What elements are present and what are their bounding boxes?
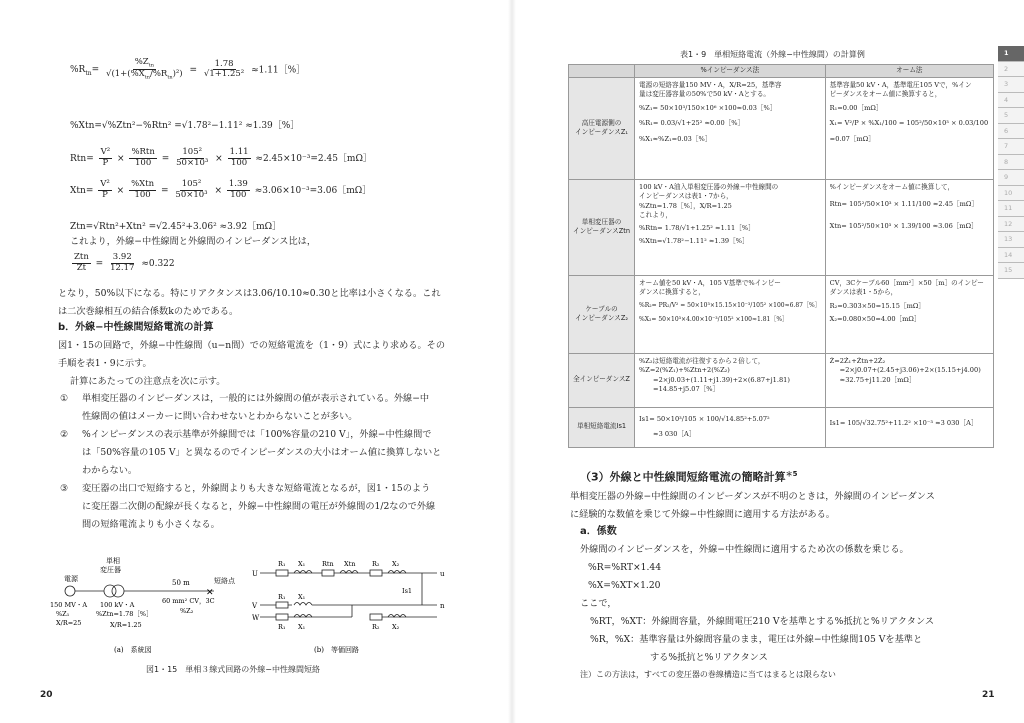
paragraph-procedure-l1: 図1・15の回路で，外線−中性線間（u−n間）での短絡電流を（1・9）式により求める。その [58, 340, 446, 351]
equation-rtn-ohm: Rtn= $\frac{\text{V²}}{P}$ × $\frac{\text{\%Rtn}}{100}$ = $\frac{\text{105²}}{\text{50×10³}}$ × $\frac{1.11}{100}$ ≈2.45×10⁻³=2.45［mΩ］ [70, 147, 372, 168]
label-r1-bottom: R₁ [278, 623, 286, 631]
resistor-rtn [322, 570, 334, 576]
figure-system-diagram [44, 555, 244, 665]
resistor-r1-bottom [276, 614, 288, 620]
terminal-V: V [252, 602, 258, 610]
cell-ztn-percent: 100 kV・A油入単相変圧器の外線−中性線間の インピーダンスは表1・7から， %Ztn=1.78［%］，X/R=1.25 これより， %Rtn= 1.78/√1+1.25² ≈1.11［%］ %Xtn=√1.78²−1.11² ≈1.39［%］ [635, 179, 826, 275]
row-label-z2: ケーブルの インピーダンスZ₂ [569, 275, 635, 353]
figure-caption: 図1・15 単相３線式回路の外線−中性線間短絡 [146, 665, 320, 674]
note-2-line-2: は「50%容量の105 V」と異なるのでインピーダンスの大小はオーム値に換算しないと [82, 447, 442, 458]
chapter-tab-2[interactable]: 2 [998, 62, 1024, 78]
equation-ratio: $\frac{\text{Ztn}}{Zt}$ = $\frac{3.92}{12.17}$ ≈0.322 [74, 252, 175, 273]
section-heading-3 [580, 470, 798, 484]
transformer-coil-2 [112, 585, 124, 597]
cell-z2-percent: オーム値を50 kV・A，105 V基準で%インピー ダンスに換算すると， %R₂= PR₂/V² = 50×10³×15.15×10⁻³/105² ×100≈6.87［%］ %X₂= 50×10³×4.00×10⁻³/105² ×100≈1.81［%］ [635, 275, 826, 353]
chapter-tab-10[interactable]: 10 [998, 186, 1024, 202]
note-3-number: ③ [60, 483, 69, 494]
cell-is1-ohm: Is1= 105/√32.75²+11.2² ×10⁻³ ≈3 030［A］ [825, 407, 993, 447]
equation-ztn: Ztn=√Rtn²+Xtn² =√2.45²+3.06² ≈3.92［mΩ］ [70, 222, 282, 232]
cell-z-total-ohm: Ż=2Ż₁+Żtn+2Ż₂ =2×j0.07+(2.45+j3.06)+2×(15.15+j4.00) ≈32.75+j11.20［mΩ］ [825, 353, 993, 407]
inductor-x1-mid [294, 603, 312, 606]
section-heading-a: a．係数 [580, 526, 617, 537]
row-label-is1: 単相短絡電流Is1 [569, 407, 635, 447]
note-1-number: ① [60, 393, 69, 404]
label-rtn: Rtn [322, 560, 334, 568]
row-label-ztn: 単相変圧器の インピーダンスZtn [569, 179, 635, 275]
terminal-n: n [440, 602, 445, 610]
chapter-tab-14[interactable]: 14 [998, 248, 1024, 264]
label-r2-top: R₂ [372, 560, 380, 568]
table-row [569, 77, 994, 179]
table-header-empty [569, 65, 635, 78]
terminal-W: W [252, 614, 260, 622]
paragraph-procedure-l2: 手順を表1・9に示す。 [58, 358, 152, 369]
definition-2-l2: する%抵抗と%リアクタンス [650, 652, 768, 663]
label-xtn: Xtn [344, 560, 356, 568]
table-header-ohm: オーム法 [825, 65, 993, 78]
cell-is1-percent: Is1= 50×10³/105 × 100/√14.85²+5.07² ≈3 030［A］ [635, 407, 826, 447]
page-number-right: 21 [982, 690, 995, 700]
resistor-r2-bottom [370, 614, 382, 620]
definition-1: %RT，%XT：外線間容量，外線間電圧210 Vを基準とする%抵抗と%リアクタンス [590, 616, 935, 627]
note-1-line-2: 性線間の値はメーカーに問い合わせないとわからないことが多い。 [82, 411, 358, 422]
label-x1-bottom: X₁ [298, 623, 306, 631]
equation-xtn-ohm: Xtn= $\frac{\text{V²}}{P}$ × $\frac{\text{\%Xtn}}{100}$ = $\frac{\text{105²}}{\text{50×10³}}$ × $\frac{1.39}{100}$ ≈3.06×10⁻³=3.06［mΩ］ [70, 179, 372, 200]
cell-z-total-percent: %Z₂は短絡電流が往復するから２倍して， %Z=2(%Z₁)+%Ztn+2(%Z₂) =2×j0.03+(1.11+j1.39)+2×(6.87+j1.81) =14.85+j5.07［%］ [635, 353, 826, 407]
paragraph-ratio-l2: は二次巻線相互の結合係数kのためである。 [58, 306, 239, 317]
fig-a-tr2: %Ztn=1.78［%］ [96, 610, 153, 618]
section-heading-3-note: ＊5 [785, 470, 798, 478]
table-header-row [569, 65, 994, 78]
fig-a-src3: X/R=25 [56, 619, 82, 627]
chapter-tab-13[interactable]: 13 [998, 232, 1024, 248]
figure-equivalent-circuit [252, 555, 452, 665]
fig-a-tr1: 100 kV・A [100, 601, 135, 609]
section-heading-3-text: （3）外線と中性線間短絡電流の簡略計算 [580, 470, 786, 484]
fig-a-src2: %Z₁ [56, 610, 70, 618]
chapter-tab-7[interactable]: 7 [998, 139, 1024, 155]
table-row [569, 275, 994, 353]
source-symbol [65, 586, 75, 596]
table-row [569, 179, 994, 275]
footnote: 注）この方法は，すべての変圧器の巻線構造に当てはまるとは限らない [580, 670, 836, 679]
cell-ztn-ohm: %インピーダンスをオーム値に換算して， Rtn= 105²/50×10³ × 1.11/100 ≈2.45［mΩ］ Xtn= 105²/50×10³ × 1.39/100 ≈3.06［mΩ］ [825, 179, 993, 275]
fig-a-tr3: X/R=1.25 [110, 621, 142, 629]
note-2-line-1: %インピーダンスの表示基準が外線間では「100%容量の210 V」，外線−中性線間で [82, 429, 432, 440]
label-r1-mid: R₁ [278, 593, 286, 601]
label-x2-bottom: X₂ [392, 623, 400, 631]
label-x2-top: X₂ [392, 560, 400, 568]
fig-a-caption: (a) 系統図 [114, 646, 152, 654]
table-row [569, 407, 994, 447]
chapter-tab-5[interactable]: 5 [998, 108, 1024, 124]
label-x1-top: X₁ [298, 560, 306, 568]
paragraph-where: ここで， [580, 598, 617, 609]
label-r2-bottom: R₂ [372, 623, 380, 631]
definition-2-l1: %R，%X：基準容量は外線間容量のまま，電圧は外線−中性線間105 Vを基準と [590, 634, 923, 645]
note-1-line-1: 単相変圧器のインピーダンスは，一般的には外線間の値が表示されている。外線−中 [82, 393, 430, 404]
terminal-u: u [440, 570, 445, 578]
chapter-tab-12[interactable]: 12 [998, 217, 1024, 233]
fig-a-cable: 60 mm² CV，3C [162, 597, 215, 605]
paragraph-impedance-ratio: これより，外線−中性線間と外線間のインピーダンス比は， [70, 236, 317, 247]
section-heading-b: b．外線−中性線間短絡電流の計算 [58, 322, 214, 333]
table-row [569, 353, 994, 407]
resistor-r1-mid [276, 602, 288, 608]
svg-text:✕: ✕ [206, 588, 214, 598]
chapter-tabs [998, 46, 1024, 279]
formula-x: %X=%XT×1.20 [588, 580, 661, 591]
fig-a-src1: 150 MV・A [50, 601, 88, 609]
chapter-tab-6[interactable]: 6 [998, 124, 1024, 140]
paragraph-notes-intro: 計算にあたっての注意点を次に示す。 [70, 376, 226, 387]
table-header-percent: %インピーダンス法 [635, 65, 826, 78]
fig-a-distance: 50 m [172, 579, 190, 587]
cell-z2-ohm: CV，3Cケーブル60［mm²］×50［m］のインピー ダンスは表1・5から， R₂=0.303×50=15.15［mΩ］ X₂=0.080×50=4.00［mΩ］ [825, 275, 993, 353]
equation-xtn-percent: %Xtn=√%Ztn²−%Rtn² =√1.78²−1.11² ≈1.39［%］ [70, 121, 300, 131]
page-number-left: 20 [40, 690, 53, 700]
table-caption: 表1・9 単相短絡電流（外線−中性線間）の計算例 [680, 50, 865, 59]
equation-rtn-percent: $\%R_{tn}=$ $\frac{\%Z_{tn}}{√(1+(\%X_{tn}/\%R_{tn})^2)}$ = $\frac{1.78}{\text{√1+1.25²}}$ ≈1.11［%］ [70, 57, 306, 82]
chapter-tab-4[interactable]: 4 [998, 93, 1024, 109]
fig-a-source-label: 電源 [64, 575, 78, 583]
note-2-line-3: わからない。 [82, 465, 138, 476]
cell-z1-percent: 電源の短絡容量150 MV・A，X/R=25，基準容 量は変圧器容量の50%で50 kV・Aとする。 %Z₁= 50×10³/150×10⁶ ×100≈0.03［%］ %R₁= 0.03/√1+25² ≈0.00［%］ %X₁≈%Z₁=0.03［%］ [635, 77, 826, 179]
note-3-line-3: 間の短絡電流よりも小さくなる。 [82, 519, 220, 530]
fig-a-transformer-label-2: 変圧器 [100, 566, 121, 574]
label-r1-top: R₁ [278, 560, 286, 568]
chapter-tab-1[interactable]: 1 [998, 46, 1024, 62]
note-2-number: ② [60, 429, 69, 440]
chapter-tab-8[interactable]: 8 [998, 155, 1024, 171]
chapter-tab-9[interactable]: 9 [998, 170, 1024, 186]
fig-a-z2: %Z₂ [180, 607, 194, 615]
paragraph-simplified-l1: 単相変圧器の外線−中性線間のインピーダンスが不明のときは，外線間のインピーダンス [570, 491, 935, 502]
fig-a-transformer-label: 単相 [106, 557, 120, 565]
terminal-U: U [252, 570, 258, 578]
row-label-z-total: 全インピーダンスZ [569, 353, 635, 407]
paragraph-coefficient: 外線間のインピーダンスを，外線−中性線間に適用するため次の係数を乗じる。 [580, 544, 909, 555]
note-3-line-1: 変圧器の出口で短絡すると，外線間よりも大きな短絡電流となるが，図1・15のよう [82, 483, 431, 494]
label-short-current: Is1 [402, 587, 413, 595]
formula-r: %R=%RT×1.44 [588, 562, 662, 573]
calculation-table [568, 64, 994, 448]
fig-a-fault-point: 短絡点 [214, 577, 235, 585]
paragraph-ratio-l1: となり，50%以下になる。特にリアクタンスは3.06/10.10≈0.30と比率は小さくなる。これ [58, 288, 441, 299]
resistor-r2-top [370, 570, 382, 576]
fig-b-caption: (b) 等価回路 [314, 646, 359, 654]
resistor-r1-top [276, 570, 288, 576]
note-3-line-2: に変圧器二次側の配線が長くなると，外線−中性線間の電圧が外線間の1/2なので外線 [82, 501, 436, 512]
chapter-tab-15[interactable]: 15 [998, 263, 1024, 279]
paragraph-simplified-l2: に経験的な数値を乗じて外線−中性線間に適用する方法がある。 [570, 509, 835, 520]
label-x1-mid: X₁ [298, 593, 306, 601]
cell-z1-ohm: 基準容量50 kV・A，基準電圧105 Vで，%イン ピーダンスをオーム値に換算すると， R₁=0.00［mΩ］ X₁= V²/P × %X₁/100 = 105²/50×10³ × 0.03/100 =0.07［mΩ］ [825, 77, 993, 179]
row-label-z1: 高圧電源側の インピーダンスZ₁ [569, 77, 635, 179]
chapter-tab-11[interactable]: 11 [998, 201, 1024, 217]
chapter-tab-3[interactable]: 3 [998, 77, 1024, 93]
